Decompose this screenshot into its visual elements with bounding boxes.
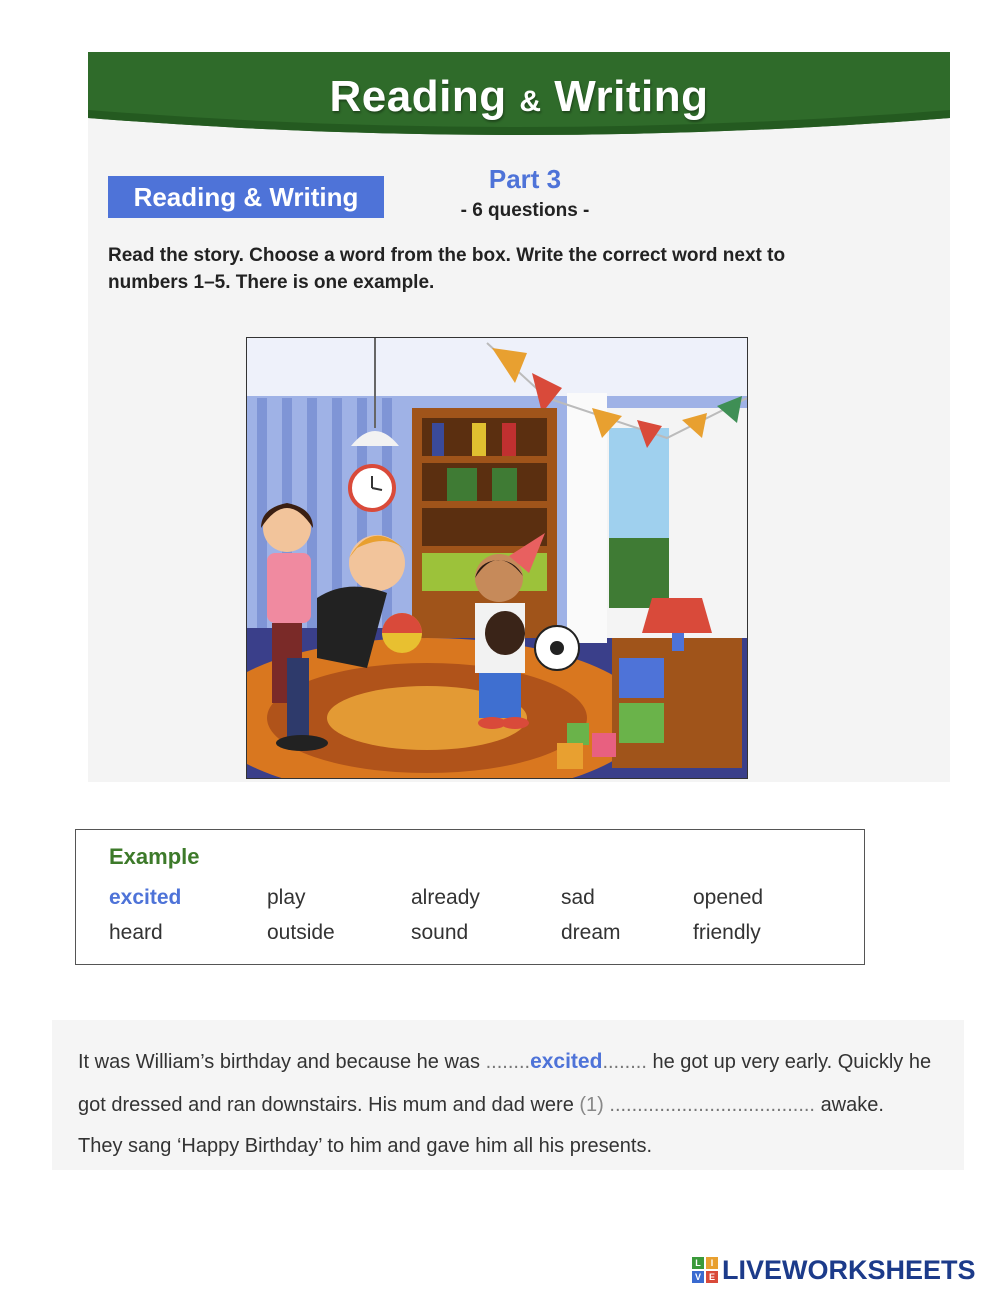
word-option: sound	[411, 921, 469, 944]
word-option: opened	[693, 886, 764, 909]
word-option: sad	[561, 886, 595, 909]
word-option: already	[411, 886, 480, 909]
part-heading: Part 3	[488, 164, 562, 194]
word-option: friendly	[693, 921, 761, 944]
page-title: Reading & Writing	[329, 72, 709, 121]
word-option: play	[267, 886, 306, 909]
story-line-2: got dressed and ran downstairs. His mum and dad were (1) ..................................... awake.	[78, 1094, 884, 1116]
logo-icon: L I V E	[692, 1257, 718, 1283]
question-number-1: (1)	[579, 1094, 604, 1116]
story-line-1: It was William’s birthday and because he was ........excited........ he got up very early. Quickly he	[78, 1050, 932, 1073]
answer-blank-1[interactable]: .....................................	[609, 1094, 815, 1116]
word-option: dream	[561, 921, 621, 944]
instructions: Read the story. Choose a word from the box. Write the correct word next to numbers 1–5. There is one example.	[108, 245, 786, 293]
word-example-excited: excited	[109, 886, 182, 909]
example-answer: excited	[530, 1050, 603, 1073]
birthday-illustration	[246, 337, 748, 779]
word-box	[75, 829, 865, 965]
question-count: - 6 questions -	[460, 200, 590, 221]
word-option: heard	[109, 921, 163, 944]
example-label: Example	[109, 844, 200, 869]
word-option: outside	[267, 921, 335, 944]
story-line-3: They sang ‘Happy Birthday’ to him and gave him all his presents.	[78, 1135, 652, 1157]
liveworksheets-logo: L I V E LIVEWORKSHEETS	[692, 1255, 976, 1285]
section-label: Reading & Writing	[108, 176, 384, 218]
